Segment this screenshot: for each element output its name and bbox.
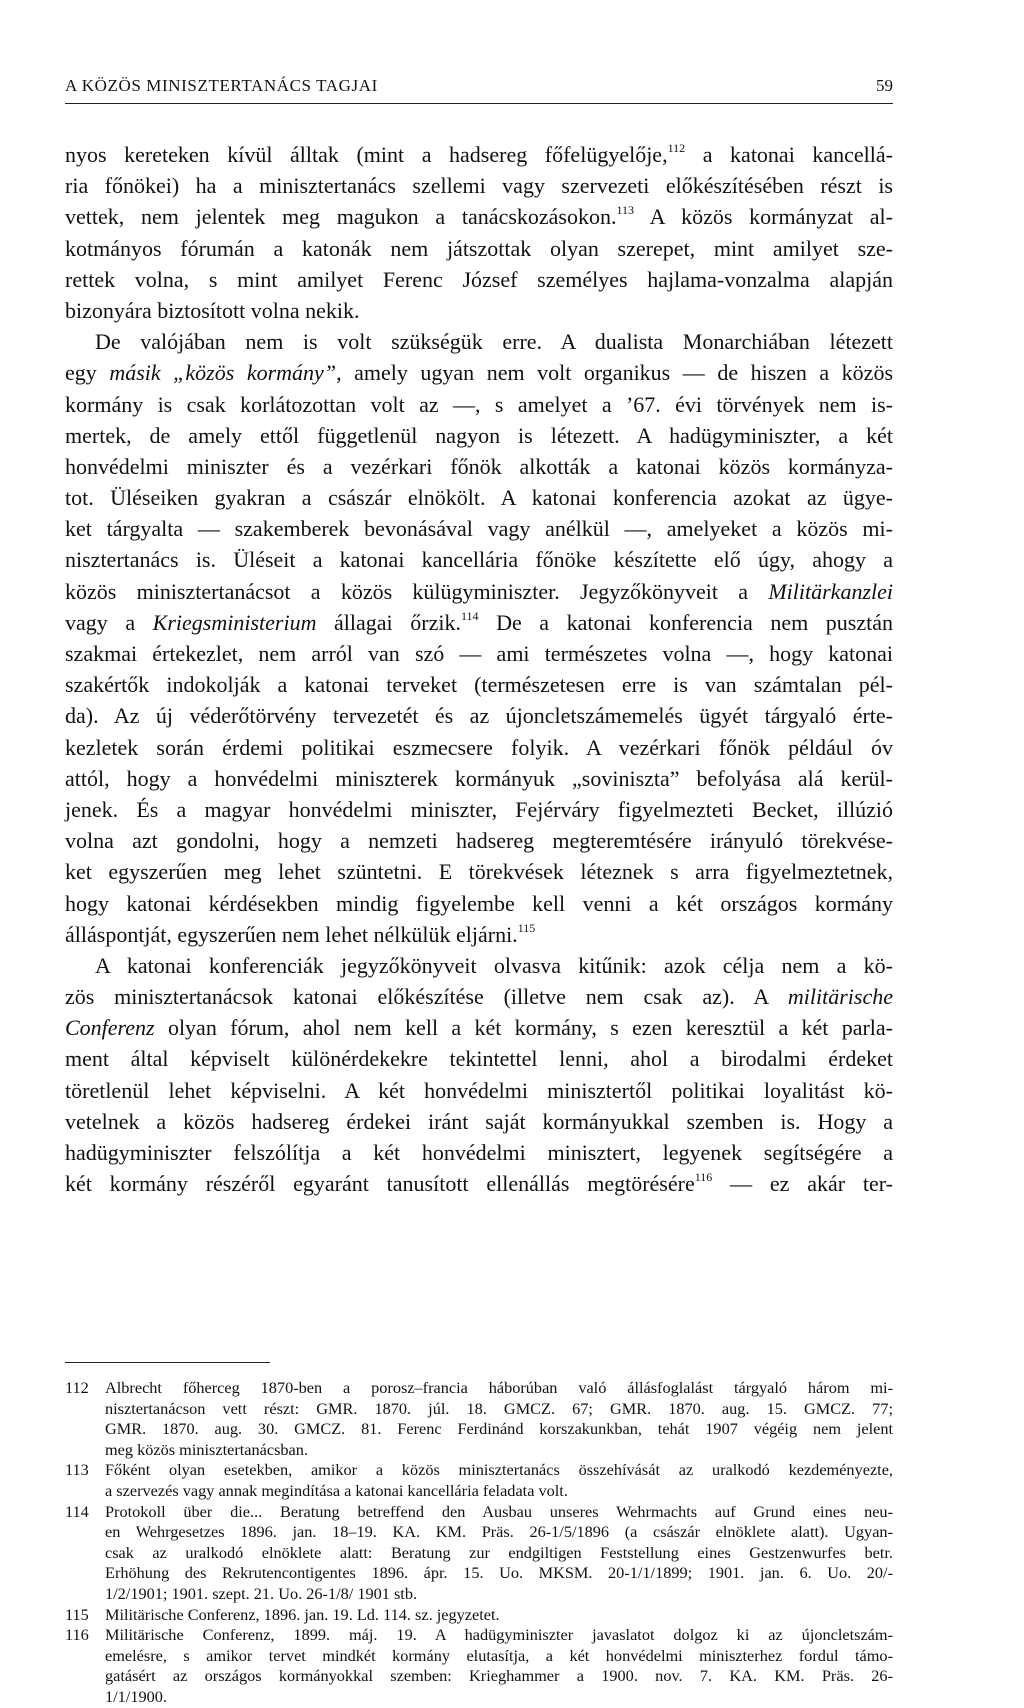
text-line: vettek, nem jelentek meg magukon a tanácskozásokon.$^{113}$ A közös kormányzat al- [65, 203, 893, 230]
footnote-number: 115 [65, 1604, 89, 1624]
footnote-ref: 115 [517, 920, 536, 935]
footnote-112: 112 Albrecht főherceg 1870-ben a porosz–francia háborúban való állásfoglalást tárgyaló három mi- [65, 1378, 893, 1397]
footnote-number: 112 [65, 1378, 89, 1397]
text-line: ment által képviselt különérdekekre tekintettel lenni, ahol a birodalmi érdeket [65, 1046, 893, 1072]
text-line: két kormány részéről egyaránt tanusított ellenállás megtörésére$^{116}$ — ez akár ter- [65, 1170, 893, 1197]
footnote-number: 114 [65, 1501, 89, 1521]
header-rule [65, 103, 893, 104]
body-text [65, 139, 893, 1199]
page-header [65, 76, 893, 100]
footnotes [65, 1378, 893, 1708]
text-line: mertek, de amely ettől függetlenül nagyon is létezett. A hadügyminiszter, a két [65, 422, 893, 448]
footnote-number: 113 [65, 1460, 89, 1480]
text-line: szakértők indokolják a katonai terveket (természetesen erre is van számtalan pél- [65, 672, 893, 698]
text-line: vagy a Kriegsministerium állagai őrzik.$^{114}$ De a katonai konferencia nem pusztán [65, 608, 894, 635]
footnote-line: en Wehrgesetzes 1896. jan. 18–19. KA. KM. Präs. 26-1/5/1896 (a császár elnöklete alatt). Ugyan- [105, 1522, 893, 1542]
text-line: hadügyminiszter felszólítja a két honvédelmi minisztert, legyenek segítségére a [65, 1140, 893, 1165]
footnote-116: 116 Militärische Conferenz, 1899. máj. 19. A hadügyminiszter javaslatot dolgoz ki az újoncletszám- [65, 1625, 893, 1645]
text-line: vetelnek a közös hadsereg érdekei iránt saját kormányukkal szemben is. Hogy a [65, 1108, 893, 1134]
footnote-separator [65, 1362, 270, 1363]
footnote-ref: 113 [616, 203, 635, 218]
footnote-line: meg közös minisztertanácsban. [105, 1439, 308, 1459]
text-line: tot. Üléseiken gyakran a császár elnökölt. A katonai konferencia azokat az ügye- [65, 485, 893, 511]
text-line: kotmányos fórumán a katonák nem játszottak olyan szerepet, mint amilyet sze- [65, 235, 893, 261]
text-line: volna azt gondolni, hogy a nemzeti hadsereg megteremtésére irányuló törekvése- [65, 828, 893, 854]
text-line: ket tárgyalta — szakemberek bevonásával vagy anélkül —, amelyeket a közös mi- [65, 516, 893, 542]
footnote-114: 114 Protokoll über die... Beratung betreffend den Ausbau unseres Wehrmachts auf Grund eines neu- [65, 1501, 893, 1521]
text-line: közös minisztertanácsot a közös külügyminiszter. Jegyzőkönyveit a Militärkanzlei [65, 578, 893, 604]
footnote-line: gatásért az országos kormányokkal szemben: Krieghammer a 1900. nov. 7. KA. KM. Präs. 26- [105, 1666, 893, 1686]
text-line: attól, hogy a honvédelmi miniszterek kormányuk „soviniszta” befolyása alá kerül- [65, 765, 893, 791]
text-line: da). Az új véderőtörvény tervezetét és az újoncletszámemelés ügyét tárgyaló érte- [65, 703, 893, 729]
text-line: bizonyára biztosított volna nekik. [65, 297, 360, 323]
footnote-line: nisztertanácson vett részt: GMR. 1870. júl. 18. GMCZ. 67; GMR. 1870. aug. 15. GMCZ. 77; [105, 1398, 893, 1418]
text-line: egy másik „közös kormány”, amely ugyan nem volt organikus — de hiszen a közös [65, 360, 894, 386]
text-line: rettek volna, s mint amilyet Ferenc József személyes hajlama-vonzalma alapján [65, 266, 893, 292]
text-line: töretlenül lehet képviselni. A két honvédelmi minisztertől politikai loyalitást kö- [65, 1077, 893, 1103]
footnote-115: 115 Militärische Conferenz, 1896. jan. 19. Ld. 114. sz. jegyzetet. [65, 1604, 500, 1624]
text-line: ket egyszerűen meg lehet szüntetni. E törekvések léteznek s arra figyelmeztetnek, [65, 859, 893, 885]
text-line: jenek. És a magyar honvédelmi miniszter, Fejérváry figyelmezteti Becket, illúzió [65, 796, 893, 822]
text-line: De valójában nem is volt szükségük erre. A dualista Monarchiában létezett [95, 329, 893, 355]
text-line: hogy katonai kérdésekben mindig figyelembe kell venni a két országos kormány [65, 890, 893, 916]
footnote-line: 1/2/1901; 1901. szept. 21. Uo. 26-1/8/ 1901 stb. [105, 1583, 418, 1603]
text-line: kormány is csak korlátozottan volt az —, s amelyet a ’67. évi törvények nem is- [65, 391, 893, 417]
text-line: nisztertanács is. Üléseit a katonai kancellária főnöke készítette elő úgy, ahogy a [65, 547, 893, 573]
text-line: ria főnökei) ha a minisztertanács szellemi vagy szervezeti előkészítésében részt is [65, 173, 893, 199]
text-line: Conferenz olyan fórum, ahol nem kell a két kormány, s ezen keresztül a két parla- [65, 1015, 893, 1041]
footnote-113: 113 Főként olyan esetekben, amikor a közös minisztertanács összehívását az uralkodó kezdeményezte, [65, 1460, 893, 1480]
footnote-line: emelésre, s amikor tervet mindkét kormány elutasítja, a két honvédelmi miniszterhez fordul támo- [105, 1645, 893, 1665]
footnote-line: 1/1/1900. [105, 1686, 167, 1706]
text-line: zös minisztertanácsok katonai előkészítése (illetve nem csak az). A militärische [65, 984, 893, 1010]
text-line: kezletek során érdemi politikai eszmecsere folyik. A vezérkari főnök például óv [65, 734, 893, 760]
running-title: A KÖZÖS MINISZTERTANÁCS TAGJAI [65, 76, 378, 95]
text-line: szakmai értekezlet, nem arról van szó — ami természetes volna —, hogy katonai [65, 641, 893, 666]
text-line: álláspontját, egyszerűen nem lehet nélkülük eljárni.$^{115}$ [65, 920, 536, 947]
footnote-line: a szervezés vagy annak megindítása a katonai kancellária feladata volt. [105, 1480, 568, 1500]
footnote-line: GMR. 1870. aug. 30. GMCZ. 81. Ferenc Ferdinánd korszakunkban, tehát 1907 végéig nem jelent [105, 1419, 893, 1439]
footnote-ref: 114 [460, 608, 479, 623]
text-line: A katonai konferenciák jegyzőkönyveit olvasva kitűnik: azok célja nem a kö- [95, 952, 893, 978]
footnote-line: csak az uralkodó elnöklete alatt: Beratung zur endgiltigen Feststellung eines Gestzenwurfes betr. [105, 1542, 893, 1562]
text-line: honvédelmi miniszter és a vezérkari főnök alkották a katonai közös kormányza- [65, 453, 893, 479]
page-number: 59 [876, 76, 893, 95]
footnote-ref: 112 [667, 141, 686, 155]
footnote-line: Erhöhung des Rekrutencontigentes 1896. ápr. 15. Uo. MKSM. 20-1/1/1899; 1901. jan. 6. Uo. 20/- [105, 1563, 893, 1583]
footnote-ref: 116 [694, 1170, 713, 1185]
footnote-number: 116 [65, 1625, 89, 1645]
text-line: nyos kereteken kívül álltak (mint a hadsereg főfelügyelője,$^{112}$ a katonai kancellá- [65, 141, 893, 167]
